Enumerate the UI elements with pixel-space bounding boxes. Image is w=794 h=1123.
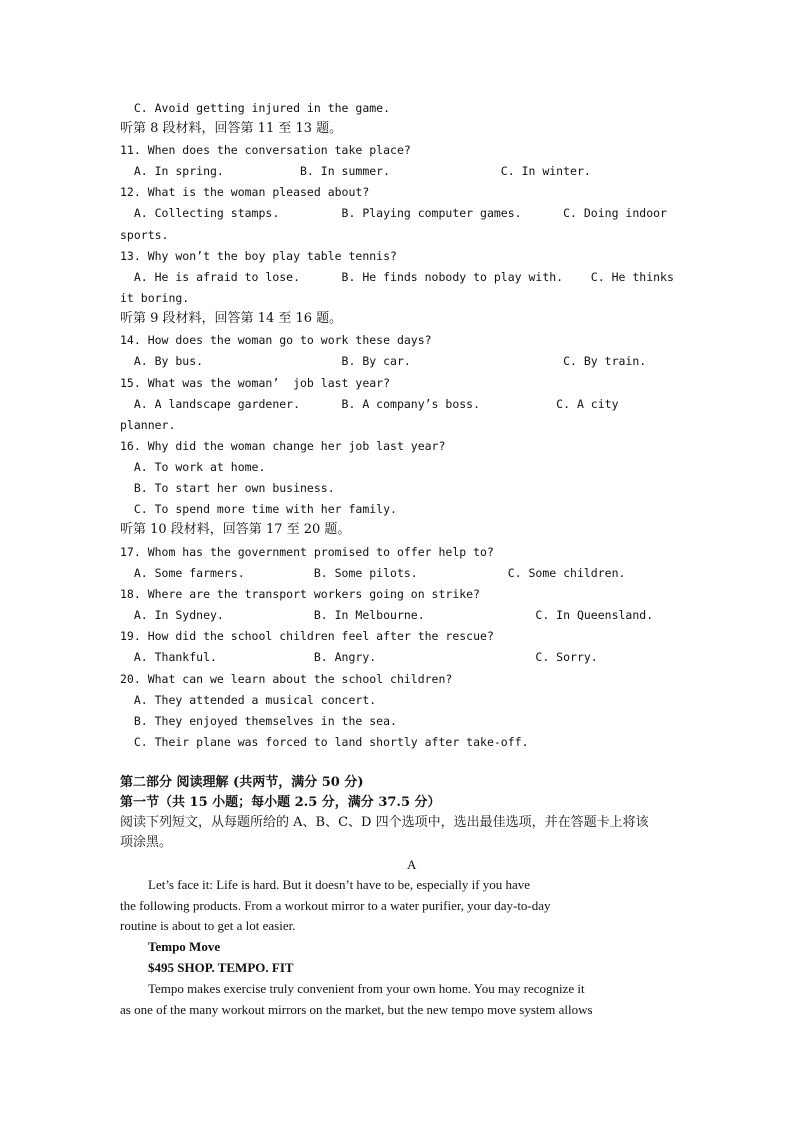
question-18-options: A. In Sydney. B. In Melbourne. C. In Queensland. (120, 608, 654, 622)
product-price: $495 SHOP. TEMPO. FIT (148, 960, 294, 975)
question-11: 11. When does the conversation take place? (120, 143, 411, 157)
section-9-header: 听第 9 段材料，回答第 14 至 16 题。 (120, 311, 343, 326)
question-14-options: A. By bus. B. By car. C. By train. (120, 354, 647, 368)
question-20-option-a: A. They attended a musical concert. (120, 693, 377, 707)
section-one-title: 第一节（共 15 小题；每小题 2.5 分，满分 37.5 分） (120, 795, 441, 810)
question-12: 12. What is the woman pleased about? (120, 185, 370, 199)
paragraph-2-line-1: Tempo makes exercise truly convenient from your own home. You may recognize it (148, 981, 585, 996)
question-16: 16. Why did the woman change her job last year? (120, 439, 446, 453)
question-20: 20. What can we learn about the school children? (120, 672, 453, 686)
question-19: 19. How did the school children feel after the rescue? (120, 629, 494, 643)
question-16-option-b: B. To start her own business. (120, 481, 335, 495)
question-19-options: A. Thankful. B. Angry. C. Sorry. (120, 650, 598, 664)
paragraph-1-line-3: routine is about to get a lot easier. (120, 918, 296, 933)
question-16-option-c: C. To spend more time with her family. (120, 502, 397, 516)
question-20-option-b: B. They enjoyed themselves in the sea. (120, 714, 397, 728)
question-13-options-continued: it boring. (120, 291, 190, 305)
question-13-options: A. He is afraid to lose. B. He finds nobody to play with. C. He thinks (120, 270, 674, 284)
question-20-option-c: C. Their plane was forced to land shortly after take-off. (120, 735, 529, 749)
paragraph-1-line-2: the following products. From a workout mirror to a water purifier, your day-to-day (120, 898, 551, 913)
question-11-options: A. In spring. B. In summer. C. In winter. (120, 164, 591, 178)
paragraph-2-line-2: as one of the many workout mirrors on the market, but the new tempo move system allows (120, 1002, 593, 1017)
instruction-line-2: 项涂黑。 (120, 835, 173, 850)
question-12-options: A. Collecting stamps. B. Playing computer games. C. Doing indoor (120, 206, 667, 220)
question-12-options-continued: sports. (120, 228, 169, 242)
product-name: Tempo Move (148, 939, 221, 954)
question-15-options-continued: planner. (120, 418, 176, 432)
part-two-title: 第二部分 阅读理解 (共两节，满分 50 分) (120, 775, 364, 790)
question-14: 14. How does the woman go to work these days? (120, 333, 432, 347)
question-17: 17. Whom has the government promised to offer help to? (120, 545, 494, 559)
question-13: 13. Why won’t the boy play table tennis? (120, 249, 397, 263)
question-16-option-a: A. To work at home. (120, 460, 266, 474)
question-15-options: A. A landscape gardener. B. A company’s boss. C. A city (120, 397, 619, 411)
section-8-header: 听第 8 段材料，回答第 11 至 13 题。 (120, 121, 343, 136)
passage-letter: A (407, 857, 417, 872)
instruction-line-1: 阅读下列短文，从每题所给的 A、B、C、D 四个选项中，选出最佳选项，并在答题卡上将该 (120, 815, 649, 830)
question-18: 18. Where are the transport workers going on strike? (120, 587, 481, 601)
question-17-options: A. Some farmers. B. Some pilots. C. Some children. (120, 566, 626, 580)
q10-option-c: C. Avoid getting injured in the game. (120, 101, 391, 115)
paragraph-1-line-1: Let’s face it: Life is hard. But it doesn’t have to be, especially if you have (148, 877, 531, 892)
question-15: 15. What was the woman’ job last year? (120, 376, 391, 390)
section-10-header: 听第 10 段材料，回答第 17 至 20 题。 (120, 522, 351, 537)
